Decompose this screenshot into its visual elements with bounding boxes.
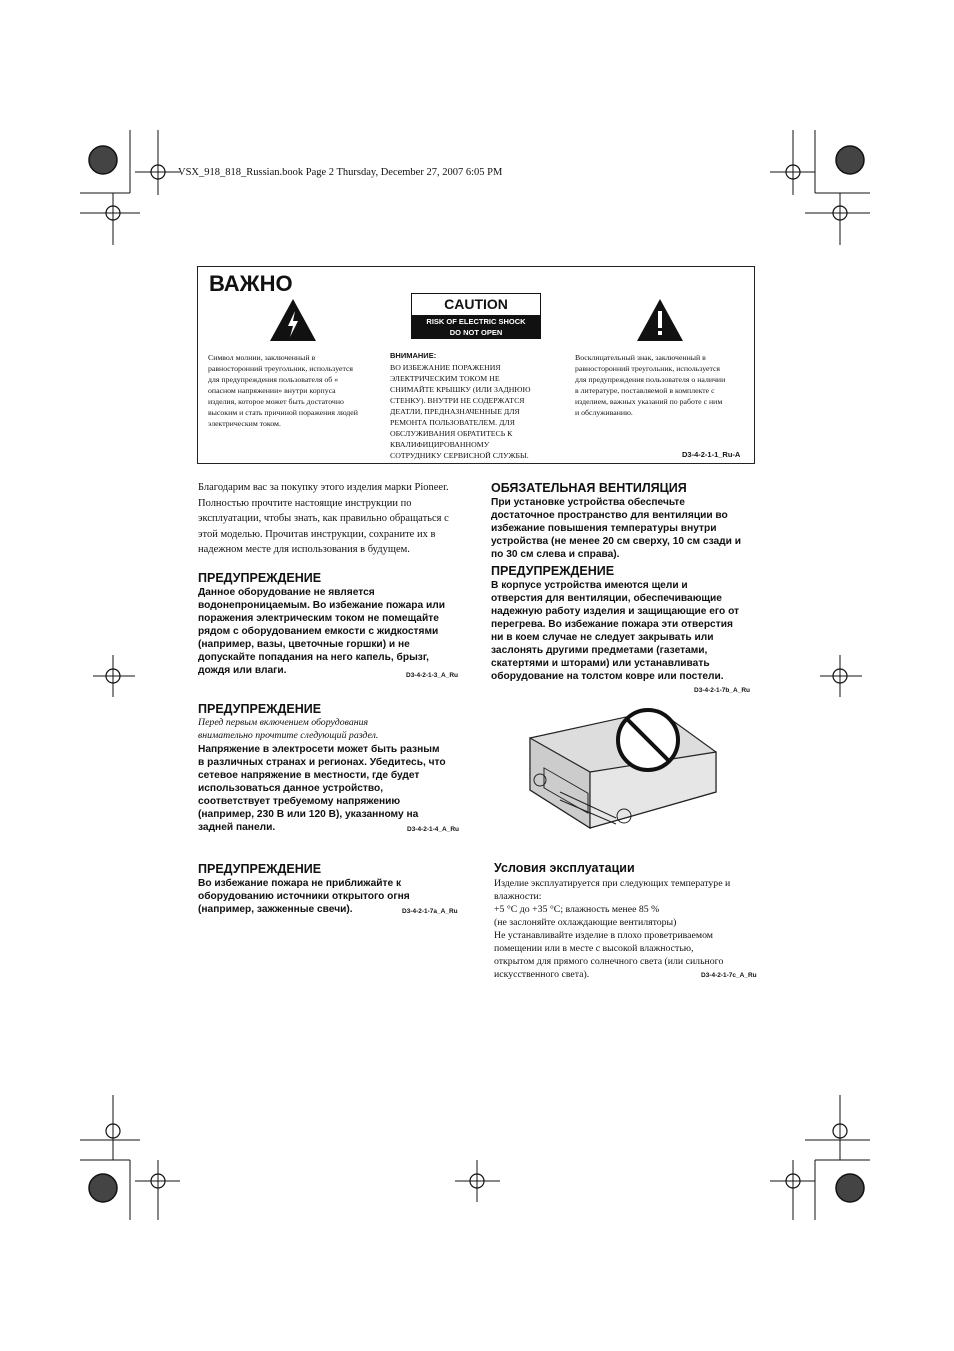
warning-1-code: D3-4-2-1-3_A_Ru: [406, 672, 459, 679]
warning-3-code: D3-4-2-1-7a_A_Ru: [402, 908, 458, 915]
warning-2-heading: ПРЕДУПРЕЖДЕНИЕ: [198, 702, 322, 716]
warning-2-text: Напряжение в электросети может быть разным в различных странах и регионах. Убедитесь, что сетевое напряжение в местности, где будет использоваться данное устройство, соответствует требуемому напряжению (например, 230 В или 120 В), указанному на задней панели.: [198, 744, 446, 833]
ventilation-text: При установке устройства обеспечьте достаточное пространство для вентиляции во избежание повышения температуры внутри устройства (не менее 20 см сверху, 10 см сзади и по 30 см слева и справа).: [491, 497, 741, 560]
warning-2-code: D3-4-2-1-4_A_Ru: [407, 826, 460, 833]
attention-text: ВО ИЗБЕЖАНИЕ ПОРАЖЕНИЯ ЭЛЕКТРИЧЕСКИМ ТОКОМ НЕ СНИМАЙТЕ КРЫШКУ (ИЛИ ЗАДНЮЮ СТЕНКУ). ВНУТРИ НЕ СОДЕРЖАТСЯ ДЕАТЛИ, ПРЕДНАЗНАЧЕННЫЕ ДЛЯ РЕМОНТА ПОЛЬЗОВАТЕЛЕМ. ДЛЯ ОБСЛУЖИВАНИЯ ОБРАТИТЕСЬ К КВАЛИФИЦИРОВАННОМУ СОТРУДНИКУ СЕРВИСНОЙ СЛУЖБЫ.: [390, 363, 531, 460]
warning-3-heading: ПРЕДУПРЕЖДЕНИЕ: [198, 862, 322, 876]
warning-1-heading: ПРЕДУПРЕЖДЕНИЕ: [198, 571, 322, 585]
warning-4-text: В корпусе устройства имеются щели и отверстия для вентиляции, обеспечивающие надежную работу изделия и защищающие его от перегрева. Во избежание пожара эти отверстия ни в коем случае не следует закрывать или заслонять другими предметами (газетами, скатертями и шторами) или устанавливать оборудование на толстом ковре или постели.: [491, 580, 740, 682]
important-title: ВАЖНО: [209, 271, 293, 296]
warning-4-code: D3-4-2-1-7b_A_Ru: [694, 687, 750, 694]
conditions-code: D3-4-2-1-7c_A_Ru: [701, 972, 757, 979]
conditions-text: Изделие эксплуатируется при следующих температуре и влажности: +5 °C до +35 °C; влажность менее 85 % (не заслоняйте охлаждающие вентиляторы) Не устанавливайте изделие в плохо проветриваемом помещении или в месте с высокой влажностью, открытом для прямого солнечного света (или сильного искусственного света).: [494, 878, 731, 980]
caution-line-2: DO NOT OPEN: [449, 327, 503, 337]
caution-line-1: RISK OF ELECTRIC SHOCK: [426, 317, 526, 326]
important-code: D3-4-2-1-1_Ru-A: [682, 450, 741, 459]
warning-1-text: Данное оборудование не является водонепроницаемым. Во избежание пожара или поражения электрическим током не помещайте рядом с оборудованием емкости с жидкостями (например, вазы, цветочные горшки) и не допускайте попадания на него капель, брызг, дождя или влаги.: [198, 587, 445, 676]
intro-text: Благодарим вас за покупку этого изделия марки Pioneer. Полностью прочтите настоящие инструкции по эксплуатации, чтобы знать, как правильно обращаться с этой моделью. Прочитав инструкции, сохраните их в надежном месте для использования в будущем.: [198, 482, 449, 555]
warning-4-heading: ПРЕДУПРЕЖДЕНИЕ: [491, 564, 615, 578]
caution-label: [411, 293, 541, 339]
warning-2-italic: Перед первым включением оборудования внимательно прочтите следующий раздел.: [198, 717, 379, 741]
lightning-warning-icon: [268, 297, 318, 343]
file-header: VSX_918_818_Russian.book Page 2 Thursday, December 27, 2007 6:05 PM: [178, 167, 503, 178]
conditions-heading: Условия эксплуатации: [494, 861, 635, 875]
exclamation-warning-icon: [635, 297, 685, 343]
caution-title: CAUTION: [412, 294, 540, 316]
attention-heading: ВНИМАНИЕ:: [390, 351, 437, 360]
exclamation-symbol-text: Восклицательный знак, заключенный в равносторонний треугольник, используется для предупреждения пользователя о наличии в литературе, поставляемой в комплекте с изделием, важных указаний по работе с ним и обслуживанию.: [575, 353, 726, 417]
covered-receiver-illustration: [520, 700, 720, 840]
ventilation-heading: ОБЯЗАТЕЛЬНАЯ ВЕНТИЛЯЦИЯ: [491, 481, 687, 495]
warning-3-text: Во избежание пожара не приближайте к оборудованию источники открытого огня (например, зажженные свечи).: [198, 878, 410, 915]
lightning-symbol-text: Символ молнии, заключенный в равносторонний треугольник, используется для предупреждения пользователя об « опасном напряжении» внутри корпуса изделия, которое может быть достаточно высоким и стать причиной поражения людей электрическим током.: [208, 353, 358, 428]
